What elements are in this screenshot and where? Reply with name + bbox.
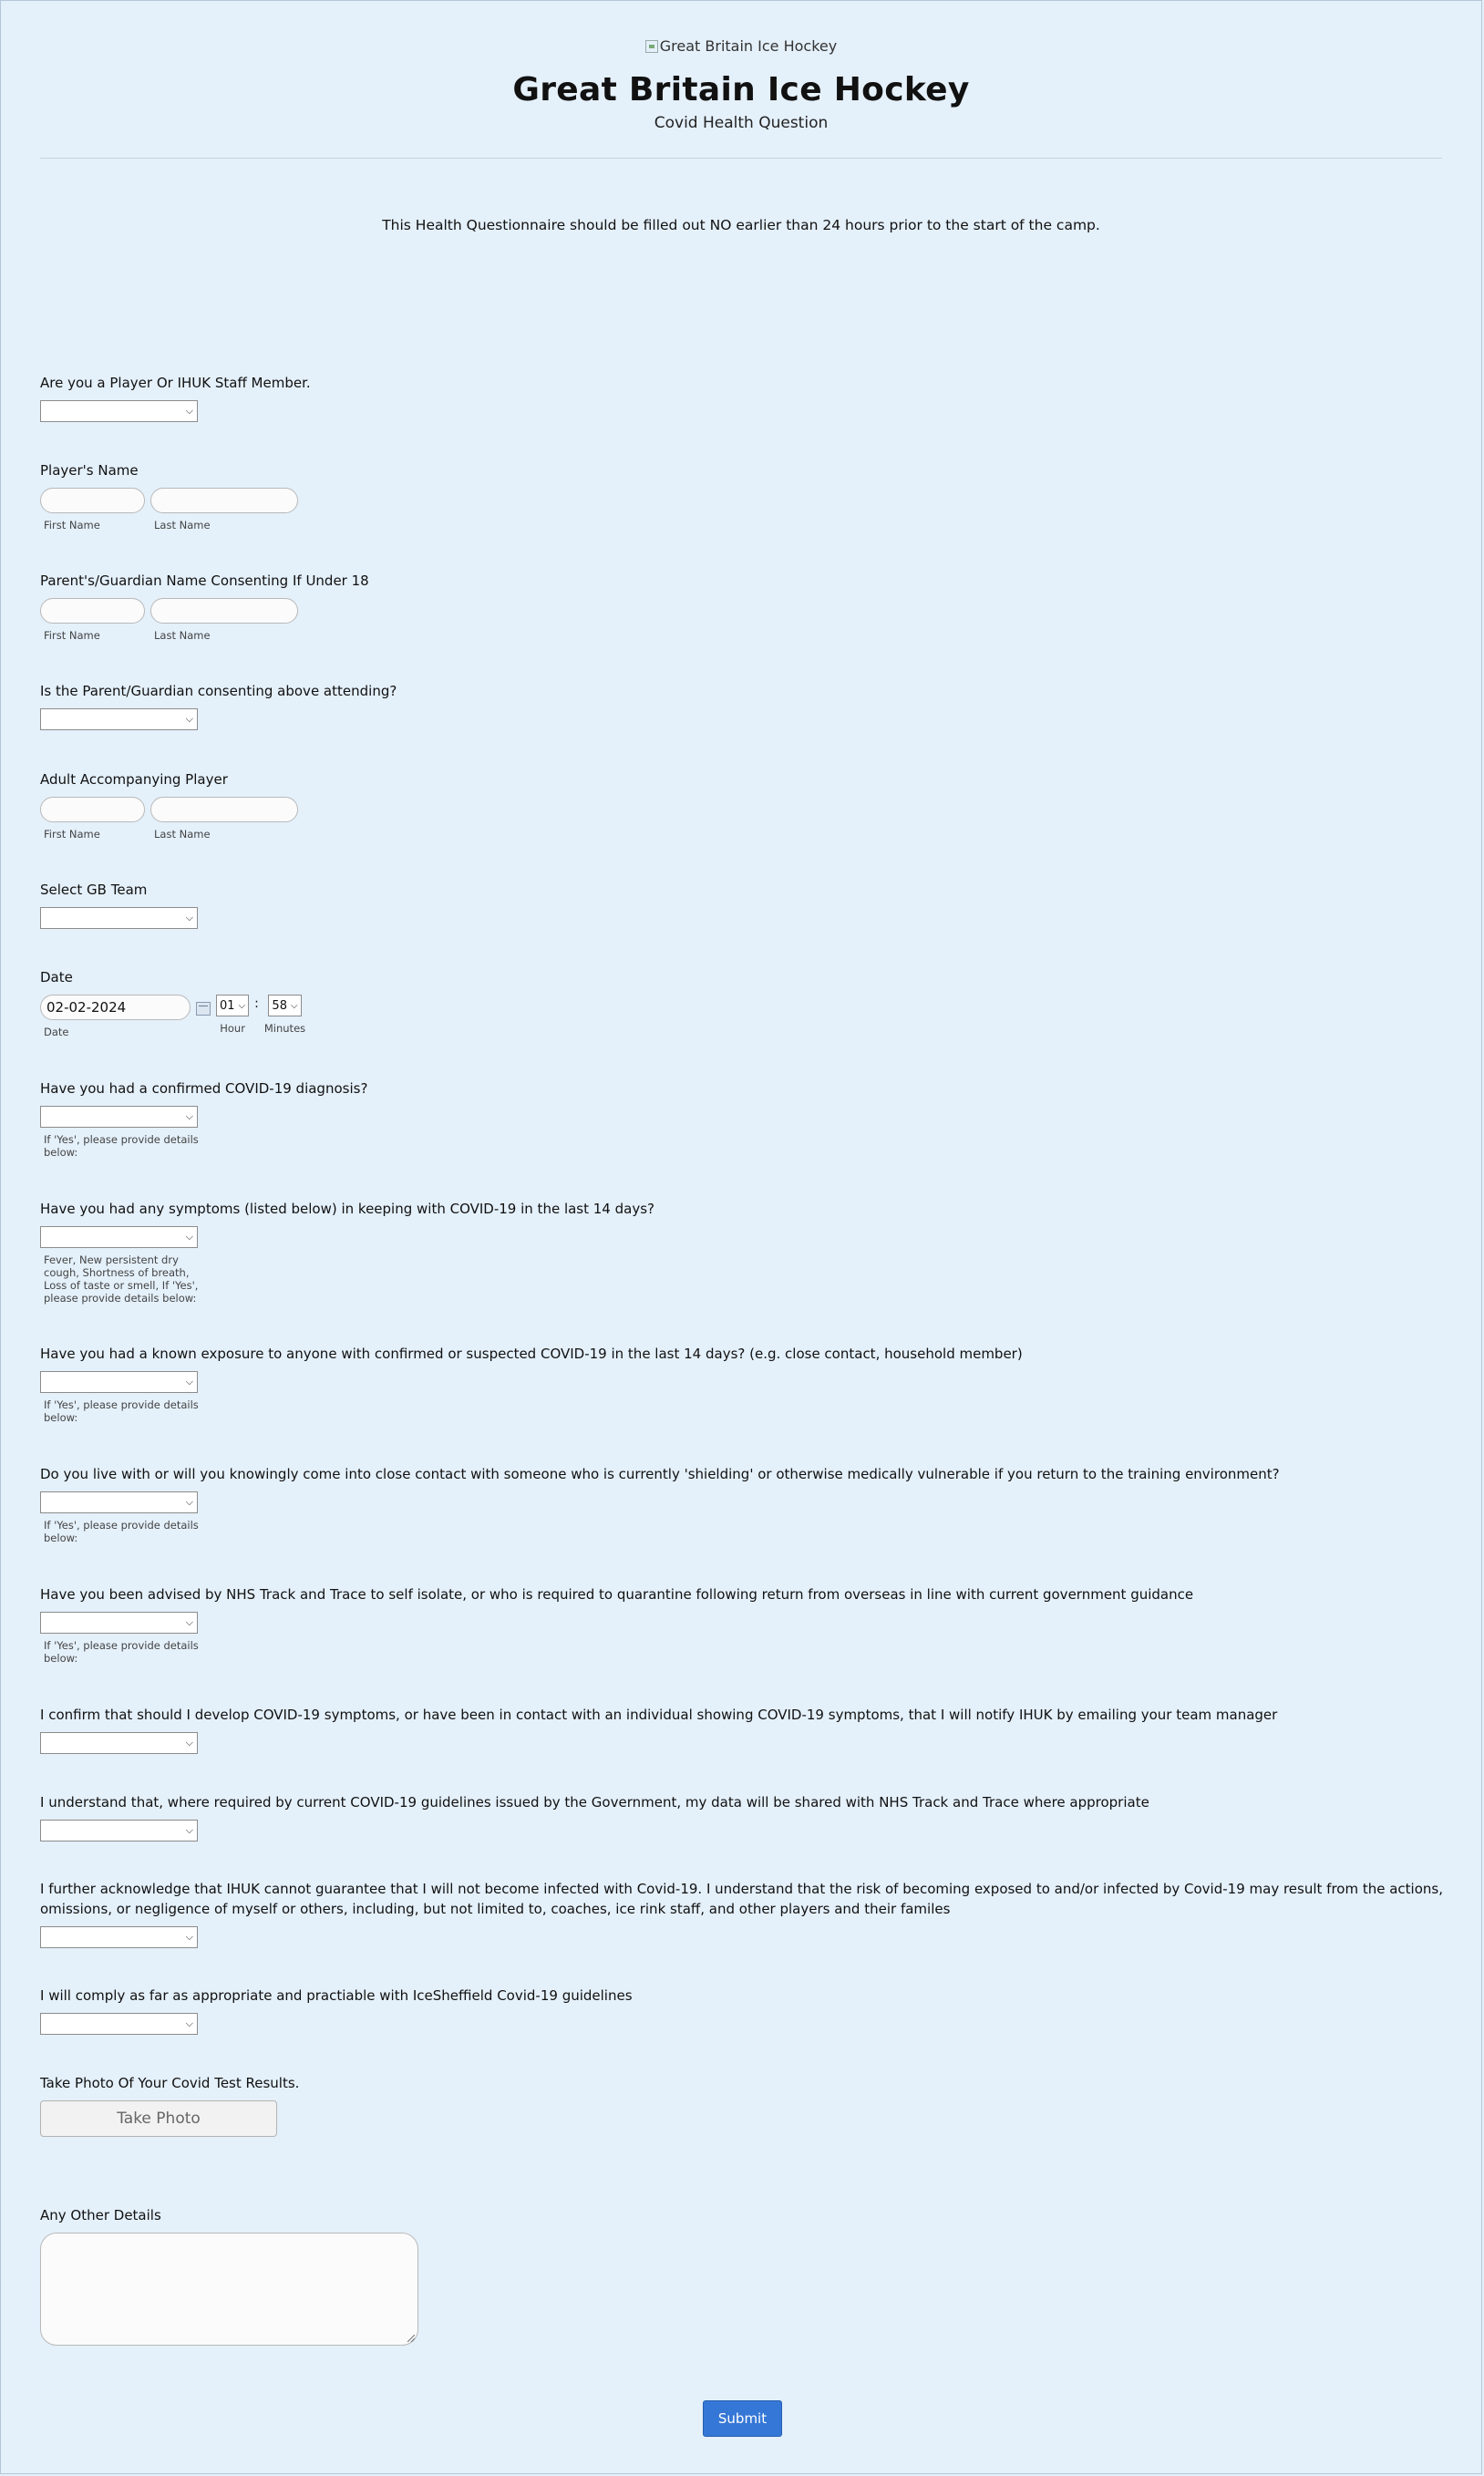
chevron-down-icon: ⌵ xyxy=(185,1616,193,1628)
hour-select[interactable] xyxy=(216,995,249,1016)
chevron-down-icon: ⌵ xyxy=(185,1824,193,1836)
field-hint: If 'Yes', please provide details below: xyxy=(44,1519,199,1544)
first-name-sublabel: First Name xyxy=(44,629,100,642)
field-label: Have you had a confirmed COVID-19 diagnosis? xyxy=(40,1080,368,1097)
field-label: Do you live with or will you knowingly come into close contact with someone who is currently 'shielding' or otherwise medically vulnerable if you return to the training environment? xyxy=(40,1466,1280,1482)
symptoms-select[interactable] xyxy=(40,1226,198,1248)
date-input[interactable]: 02-02-2024 xyxy=(40,995,191,1020)
chevron-down-icon: ⌵ xyxy=(185,1376,193,1388)
chevron-down-icon: ⌵ xyxy=(290,1000,298,1011)
adult-first-name-input[interactable] xyxy=(40,797,145,822)
acknowledge-risk-select[interactable] xyxy=(40,1926,198,1948)
chevron-down-icon: ⌵ xyxy=(185,2017,193,2029)
field-player-or-staff xyxy=(40,375,311,422)
field-confirm-notify xyxy=(40,1707,1277,1754)
header-divider xyxy=(40,158,1442,159)
minute-value: 58 xyxy=(272,998,287,1013)
form-header xyxy=(1,1,1481,132)
field-symptoms xyxy=(40,1201,654,1305)
field-adult-accompanying xyxy=(40,771,298,841)
date-sublabel: Date xyxy=(44,1026,69,1038)
field-label: I will comply as far as appropriate and practiable with IceSheffield Covid-19 guidelines xyxy=(40,1987,633,2004)
field-data-shared xyxy=(40,1794,1149,1842)
field-hint: If 'Yes', please provide details below: xyxy=(44,1133,199,1159)
nhs-track-select[interactable] xyxy=(40,1612,198,1634)
chevron-down-icon: ⌵ xyxy=(185,912,193,923)
field-label: Have you had a known exposure to anyone with confirmed or suspected COVID-19 in the last 14 days? (e.g. close contact, household member) xyxy=(40,1346,1023,1362)
field-parent-name xyxy=(40,573,369,642)
page-subtitle: Covid Health Question xyxy=(654,113,829,132)
logo-alt-text: Great Britain Ice Hockey xyxy=(659,37,838,55)
chevron-down-icon: ⌵ xyxy=(185,713,193,725)
exposure-select[interactable] xyxy=(40,1371,198,1393)
field-acknowledge-risk xyxy=(40,1879,1444,1948)
covid-diagnosis-select[interactable] xyxy=(40,1106,198,1128)
player-first-name-input[interactable] xyxy=(40,488,145,513)
field-label: Date xyxy=(40,969,73,985)
gb-team-select[interactable] xyxy=(40,907,198,929)
chevron-down-icon: ⌵ xyxy=(238,1000,246,1011)
field-photo xyxy=(40,2075,299,2137)
field-hint: If 'Yes', please provide details below: xyxy=(44,1639,199,1665)
hour-value: 01 xyxy=(220,998,235,1013)
take-photo-button[interactable]: Take Photo xyxy=(40,2100,277,2137)
field-other-details xyxy=(40,2207,418,2346)
field-hint: Fever, New persistent dry cough, Shortness of breath, Loss of taste or smell, If 'Yes', please provide details below: xyxy=(44,1253,199,1305)
field-label: Player's Name xyxy=(40,462,139,479)
chevron-down-icon: ⌵ xyxy=(185,1931,193,1943)
field-player-name xyxy=(40,462,298,531)
field-label: I further acknowledge that IHUK cannot guarantee that I will not become infected with Covid-19. I understand that the risk of becoming exposed to and/or infected by Covid-19 may result from the actions, omissions, or negligence of myself or others, including, but not limited to, coaches, ice rink staff, and other players and their familes xyxy=(40,1881,1443,1917)
broken-image-icon xyxy=(645,40,658,53)
chevron-down-icon: ⌵ xyxy=(185,405,193,417)
other-details-textarea[interactable] xyxy=(40,2233,418,2346)
parent-attending-select[interactable] xyxy=(40,708,198,730)
comply-select[interactable] xyxy=(40,2013,198,2035)
field-label: Are you a Player Or IHUK Staff Member. xyxy=(40,375,311,391)
adult-last-name-input[interactable] xyxy=(150,797,298,822)
time-colon: : xyxy=(254,996,259,1011)
field-covid-diagnosis xyxy=(40,1080,367,1159)
chevron-down-icon: ⌵ xyxy=(185,1110,193,1122)
calendar-icon[interactable] xyxy=(196,1002,211,1016)
field-nhs-track xyxy=(40,1586,1193,1665)
page-title: Great Britain Ice Hockey xyxy=(512,70,970,108)
field-label: Adult Accompanying Player xyxy=(40,771,228,788)
parent-last-name-input[interactable] xyxy=(150,598,298,624)
field-label: Parent's/Guardian Name Consenting If Under 18 xyxy=(40,573,369,589)
field-hint: If 'Yes', please provide details below: xyxy=(44,1398,199,1424)
player-or-staff-select[interactable] xyxy=(40,400,198,422)
submit-button[interactable]: Submit xyxy=(703,2400,782,2437)
last-name-sublabel: Last Name xyxy=(154,519,211,531)
last-name-sublabel: Last Name xyxy=(154,629,211,642)
last-name-sublabel: Last Name xyxy=(154,828,211,841)
first-name-sublabel: First Name xyxy=(44,828,100,841)
field-shielding xyxy=(40,1466,1280,1544)
chevron-down-icon: ⌵ xyxy=(185,1231,193,1243)
field-parent-attending xyxy=(40,683,397,730)
field-label: Have you had any symptoms (listed below) in keeping with COVID-19 in the last 14 days? xyxy=(40,1201,654,1217)
field-label: Have you been advised by NHS Track and Trace to self isolate, or who is required to quarantine following return from overseas in line with current government guidance xyxy=(40,1586,1194,1603)
field-exposure xyxy=(40,1346,1023,1424)
field-date xyxy=(40,969,305,1038)
field-label: Any Other Details xyxy=(40,2207,161,2223)
field-label: I confirm that should I develop COVID-19 symptoms, or have been in contact with an individual showing COVID-19 symptoms, that I will notify IHUK by emailing your team manager xyxy=(40,1707,1278,1723)
confirm-notify-select[interactable] xyxy=(40,1732,198,1754)
player-last-name-input[interactable] xyxy=(150,488,298,513)
field-comply xyxy=(40,1987,633,2035)
hour-sublabel: Hour xyxy=(220,1022,245,1035)
field-label: Take Photo Of Your Covid Test Results. xyxy=(40,2075,300,2091)
data-shared-select[interactable] xyxy=(40,1820,198,1842)
field-gb-team xyxy=(40,882,198,929)
parent-first-name-input[interactable] xyxy=(40,598,145,624)
field-label: Is the Parent/Guardian consenting above attending? xyxy=(40,683,397,699)
shielding-select[interactable] xyxy=(40,1491,198,1513)
chevron-down-icon: ⌵ xyxy=(185,1737,193,1749)
logo xyxy=(645,37,837,55)
minute-sublabel: Minutes xyxy=(263,1022,306,1035)
minute-select[interactable] xyxy=(268,995,301,1016)
field-label: I understand that, where required by current COVID-19 guidelines issued by the Government, my data will be shared with NHS Track and Trace where appropriate xyxy=(40,1794,1149,1811)
field-label: Select GB Team xyxy=(40,882,148,898)
chevron-down-icon: ⌵ xyxy=(185,1496,193,1508)
first-name-sublabel: First Name xyxy=(44,519,100,531)
intro-text: This Health Questionnaire should be filled out NO earlier than 24 hours prior to the start of the camp. xyxy=(382,216,1100,233)
